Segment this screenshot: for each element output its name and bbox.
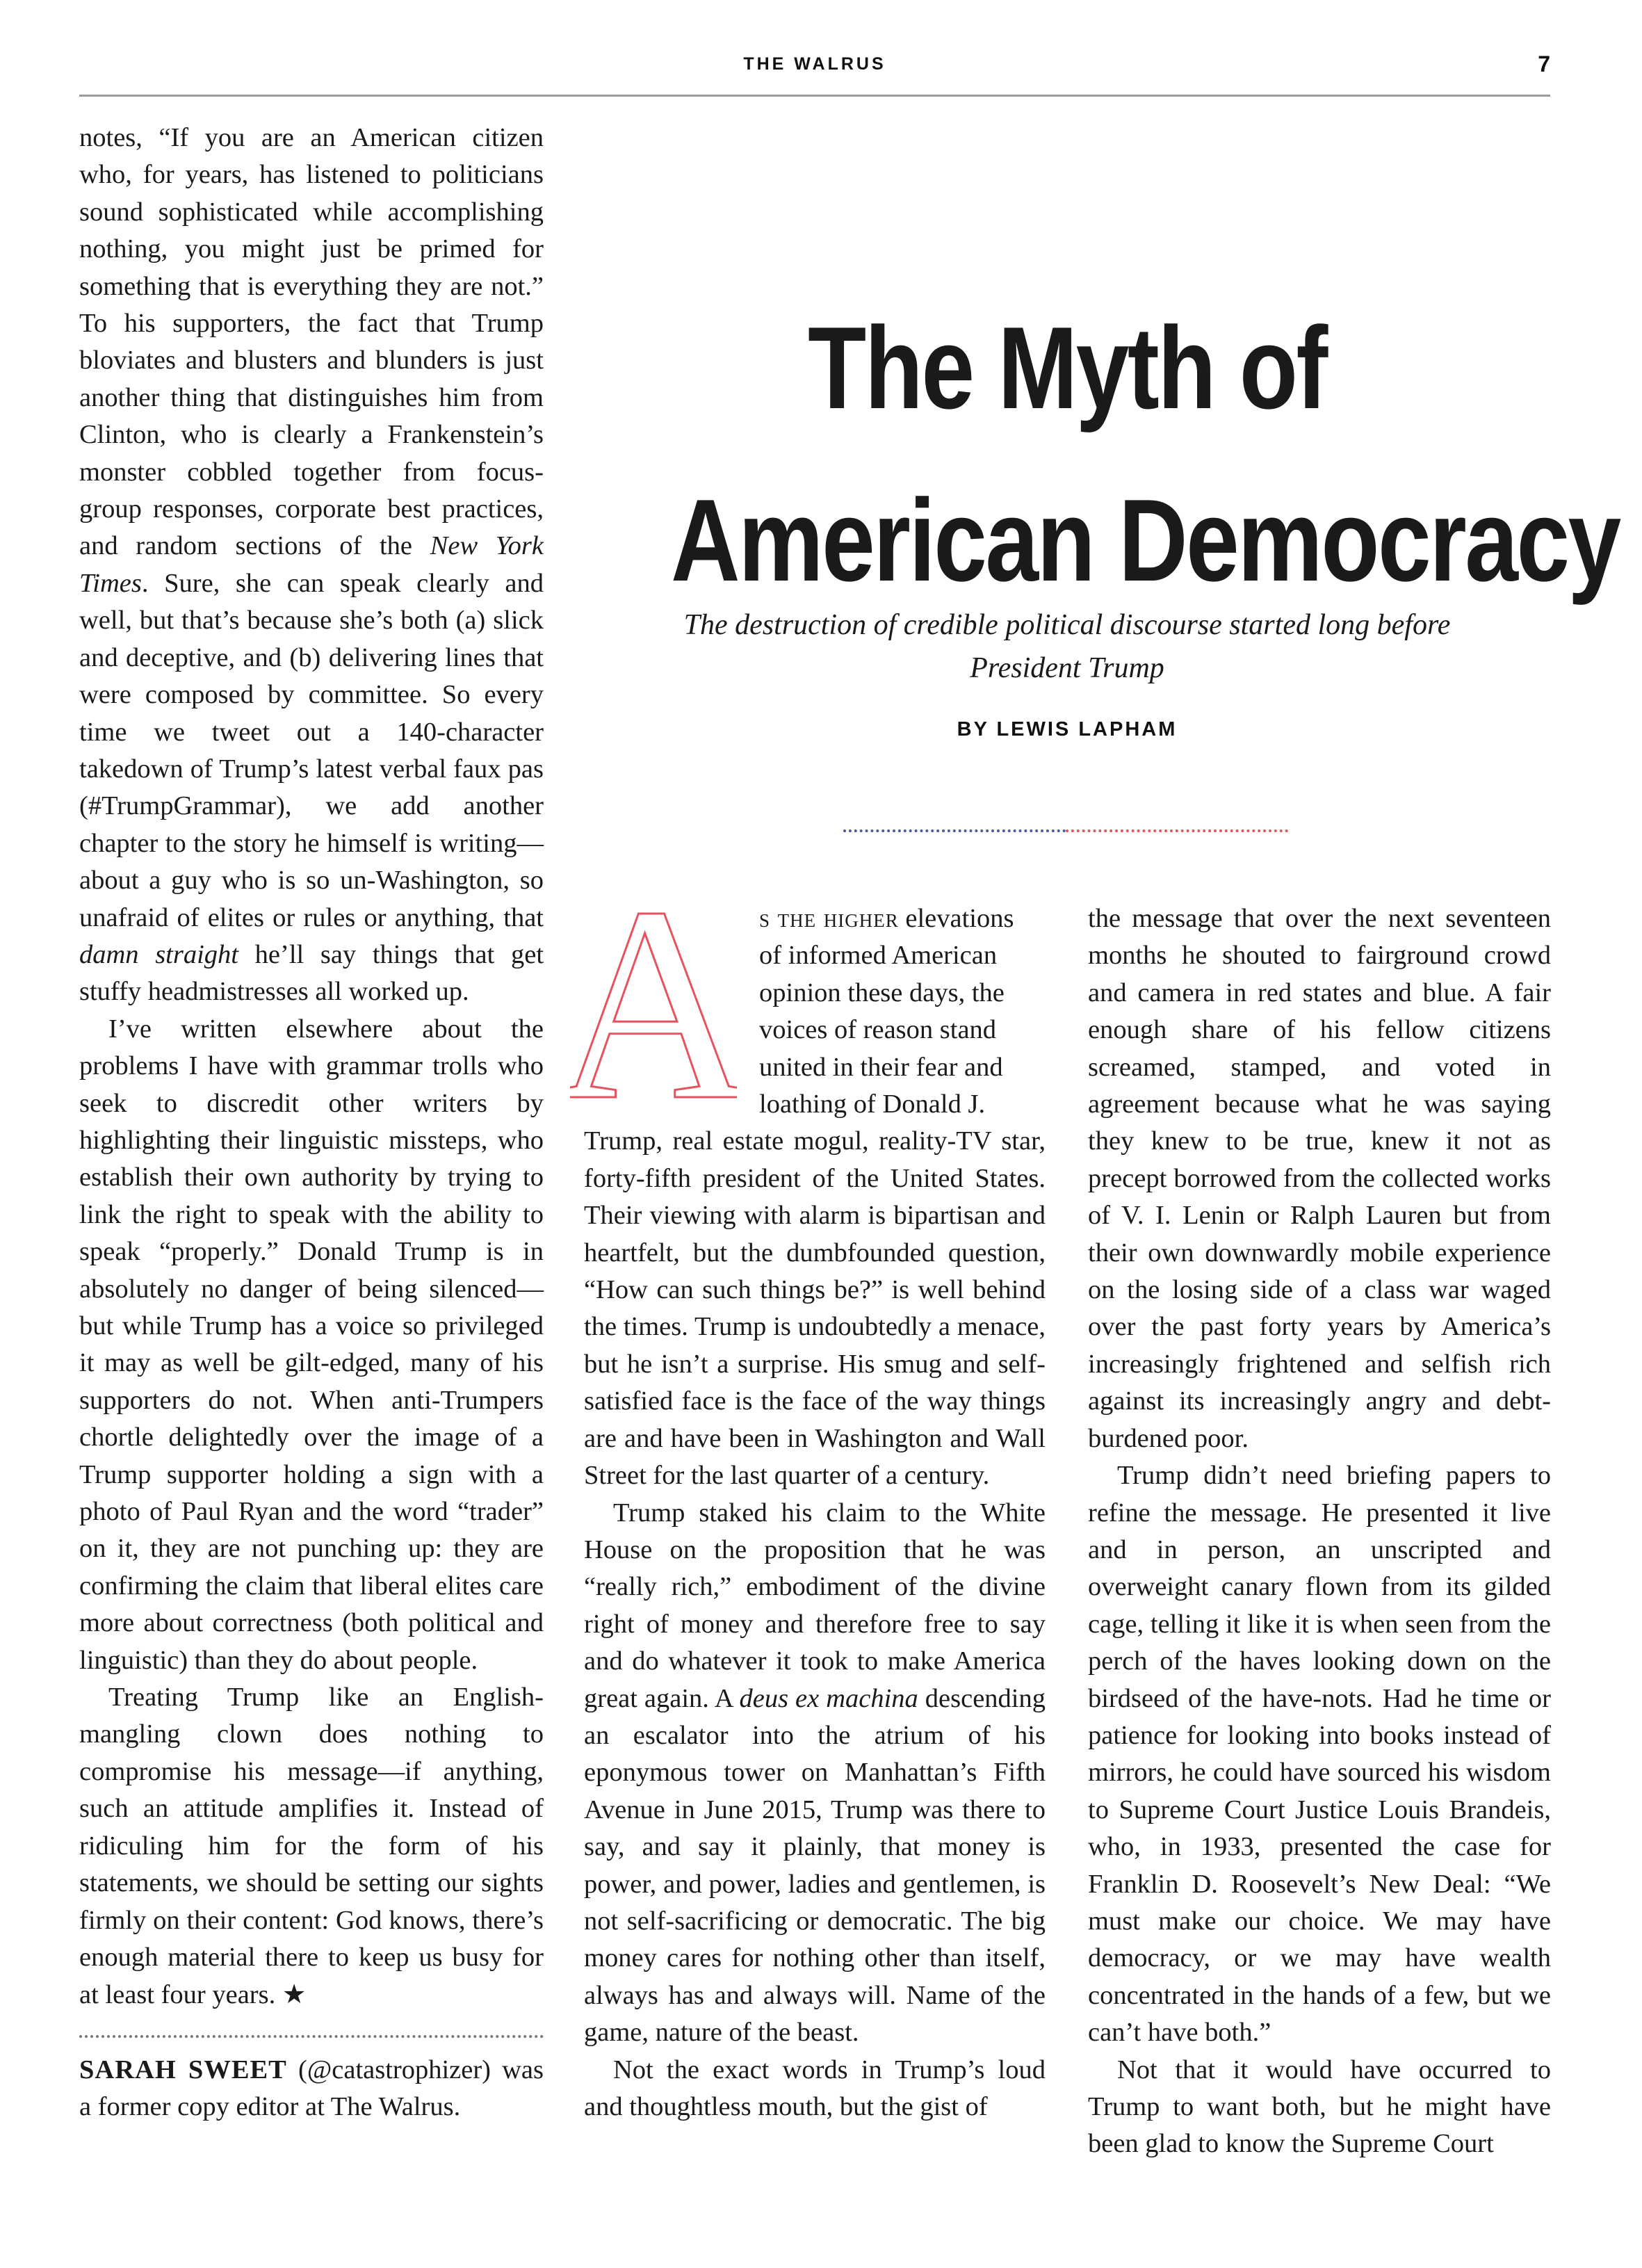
- running-header: [79, 51, 1550, 97]
- body-text: notes, “If you are an American citizen who, for years, has listened to politicians sound sophisticated while accomplishing nothing, you might just be primed for something that is everything they are not.” To his supporters, the fact that Trump bloviates and blusters and blunders is just another thing that distinguishes him from Clinton, who is clearly a Frankenstein’s monster cobbled together from focus-group responses, corporate best practices, and random sections of the: [79, 123, 544, 561]
- emphasis-text: damn straight: [79, 939, 239, 969]
- emphasis-text: deus ex machina: [739, 1683, 918, 1713]
- body-paragraph: Not that it would have occurred to Trump to want both, but he might have been glad to know the Supreme Court: [1088, 2055, 1551, 2159]
- drop-cap-line: [759, 900, 1046, 937]
- drop-cap-line: united in their fear and: [759, 1052, 1003, 1082]
- title-line: American Democracy: [671, 475, 1620, 606]
- publication-title: New York Times: [79, 531, 544, 598]
- body-paragraph: [79, 120, 544, 1011]
- lead-in-text: s the higher: [759, 904, 899, 933]
- article-column-middle: [584, 900, 1046, 2125]
- drop-cap-line: voices of reason stand: [759, 1015, 997, 1045]
- author-bio: [79, 2052, 544, 2126]
- ornament-blue-dots: [843, 829, 1066, 832]
- drop-cap-line: of informed American: [759, 941, 998, 971]
- body-text: . Sure, she can speak clearly and well, but that’s because she’s both (a) slick and deceptive, and (b) delivering lines that were composed by committee. So every time we tweet out a 140-character takedown of Trump’s latest verbal faux pas (#TrumpGrammar), we add another chapter to the story he himself is writing—about a guy who is so un-Washington, so unafraid of elites or rules or anything, that: [79, 568, 544, 932]
- bio-text: (@catastrophizer) was a former copy editor at The Walrus.: [79, 2055, 544, 2122]
- dotted-ornament: [843, 829, 1288, 832]
- body-paragraph: Trump didn’t need briefing papers to refine the message. He presented it live and in person, an unscripted and overweight canary flown from its gilded cage, telling it like it is when seen from the perch of the haves looking down on the birdseed of the have-nots. Had he time or patience for looking into books instead of mirrors, he could have sourced his wisdom to Supreme Court Justice Louis Brandeis, who, in 1933, presented the case for Franklin D. Roosevelt’s New Deal: “We must make our choice. We may have democracy, or we may have wealth concentrated in the hands of a few, but we can’t have both.”: [1088, 1461, 1551, 2048]
- body-text: he’ll say things that get stuffy headmistresses all worked up.: [79, 939, 544, 1007]
- body-paragraph: [79, 1679, 544, 2014]
- magazine-name: THE WALRUS: [743, 54, 886, 74]
- body-paragraph: [584, 1495, 1046, 2052]
- end-mark-star-icon: ★: [282, 1979, 307, 2011]
- byline: BY LEWIS LAPHAM: [957, 718, 1178, 740]
- body-text: Trump, real estate mogul, reality-TV star, forty-fifth president of the United States. Their viewing with alarm is bipartisan and heartfelt, but the dumbfounded question, “How can such things be?” is well behind the times. Trump is undoubtedly a menace, but he isn’t a surprise. His smug and self-satisfied face is the face of the way things are and have been in Washington and Wall Street for the last quarter of a century.: [584, 1126, 1046, 1491]
- body-paragraph: I’ve written elsewhere about the problems I have with grammar trolls who seek to discredit other writers by highlighting their linguistic missteps, who establish their own authority by trying to link the right to speak with the ability to speak “properly.” Donald Trump is in absolutely no danger of being silenced—but while Trump has a voice so privileged it may as well be gilt-edged, many of his supporters do not. When anti-Trumpers chortle delightedly over the image of a Trump supporter holding a sign with a photo of Paul Ryan and the word “trader” on it, they are not punching up: they are confirming the claim that liberal elites care more about correctness (both political and linguistic) than they do about people.: [79, 1014, 544, 1675]
- body-text: descending an escalator into the atrium of his eponymous tower on Manhattan’s Fifth Avenue in June 2015, Trump was there to say, and say it plainly, that money is power, and power, ladies and gentlemen, is not self-sacrificing or democratic. The big money cares for nothing other than itself, always has and always will. Name of the game, nature of the beast.: [584, 1683, 1046, 2048]
- body-text: Trump staked his claim to the White House on the proposition that he was “really rich,” embodiment of the divine right of money and therefore free to say and do whatever it took to make America great again. A: [584, 1498, 1046, 1713]
- article-title: [671, 282, 1620, 626]
- body-paragraph: the message that over the next seventeen months he shouted to fairground crowd and camera in red states and blue. A fair enough share of his fellow citizens screamed, stamped, and voted in agreement because what he was saying they knew to be true, knew it not as precept borrowed from the collected works of V. I. Lenin or Ralph Lauren but from their own downwardly mobile experience on the losing side of a class war waged over the past forty years by America’s increasingly frightened and selfish rich against its increasingly angry and debt-burdened poor.: [1088, 904, 1551, 1453]
- title-line: The Myth of: [808, 302, 1326, 433]
- previous-article-column: [79, 120, 544, 2126]
- bio-divider: [79, 2035, 544, 2038]
- body-paragraph: [584, 900, 1046, 1495]
- article-column-right: [1088, 900, 1551, 2163]
- bio-author-name: SARAH SWEET: [79, 2055, 287, 2084]
- article-dek: The destruction of credible political discourse started long before President Trump: [683, 609, 1451, 684]
- page-number: 7: [1538, 51, 1550, 76]
- drop-cap-line: loathing of Donald J.: [759, 1090, 986, 1119]
- body-paragraph: Not the exact words in Trump’s loud and thoughtless mouth, but the gist of: [584, 2055, 1046, 2121]
- drop-cap-line: opinion these days, the: [759, 978, 1005, 1007]
- body-text: elevations: [898, 904, 1014, 933]
- drop-cap-glyph: A: [570, 887, 737, 1117]
- body-text: Treating Trump like an English-mangling clown does nothing to compromise his message—if anything, such an attitude amplifies it. Instead of ridiculing him for the form of his statements, we should be setting our sights firmly on their content: God knows, there’s enough material there to keep us busy for at least four years.: [79, 1683, 544, 2010]
- ornament-red-dots: [1066, 829, 1288, 832]
